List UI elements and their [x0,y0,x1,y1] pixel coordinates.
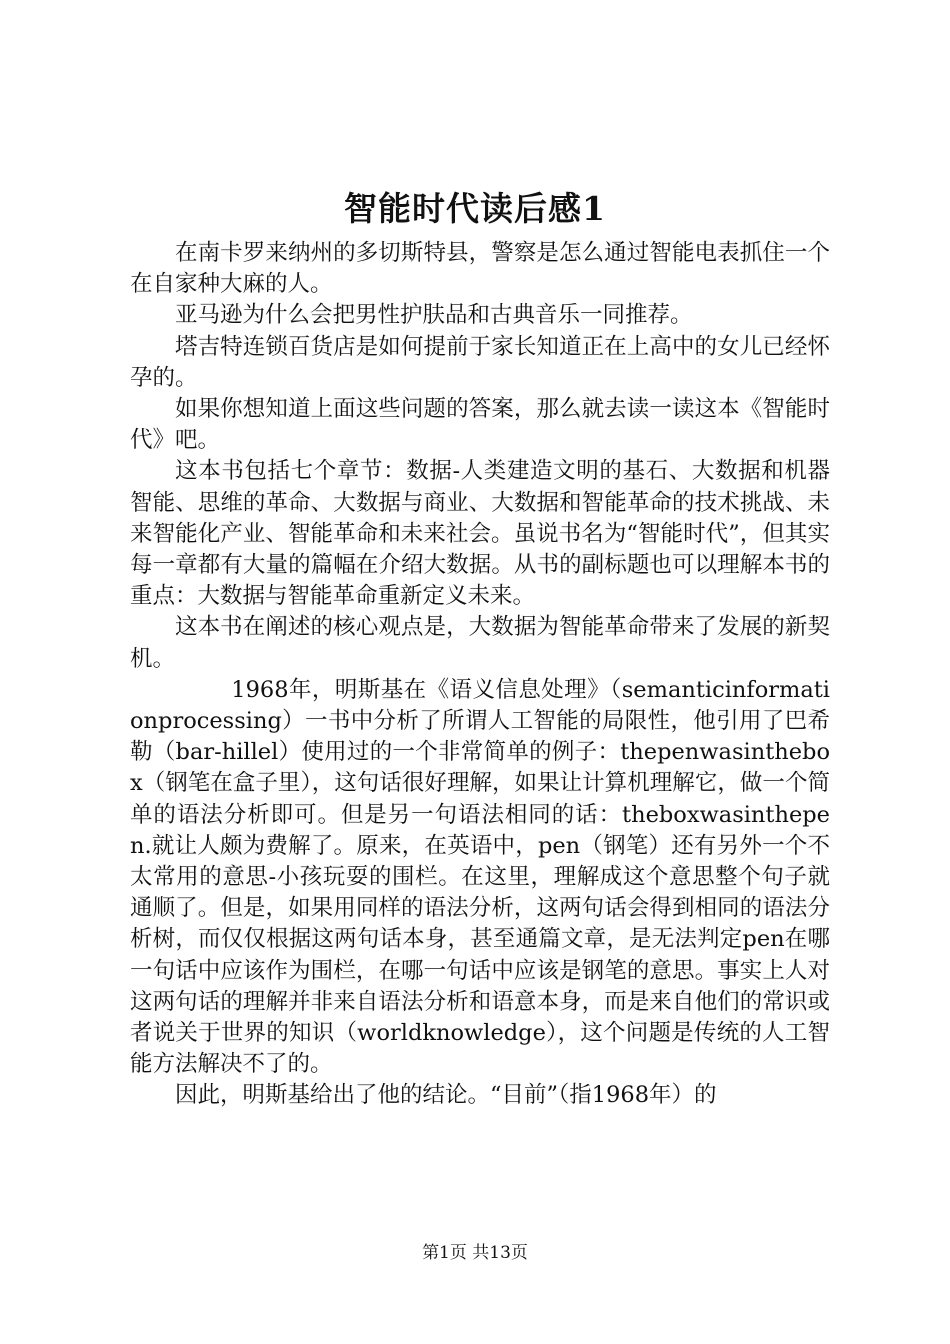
paragraph: 因此，明斯基给出了他的结论。“目前”（指1968年）的 [175,1082,717,1109]
paragraph: 在南卡罗来纳州的多切斯特县，警察是怎么通过智能电表抓住一个在自家种大麻的人。 [130,240,830,298]
paragraph: 这本书在阐述的核心观点是，大数据为智能革命带来了发展的新契机。 [130,614,830,672]
paragraph: 这本书包括七个章节：数据-人类建造文明的基石、大数据和机器智能、思维的革命、大数据与商业、大数据和智能革命的技术挑战、未来智能化产业、智能革命和未来社会。虽说书名为“智能时代”，但其实每一章都有大量的篇幅在介绍大数据。从书的副标题也可以理解本书的重点：大数据与智能革命重新定义未来。 [130,458,830,610]
paragraph: 如果你想知道上面这些问题的答案，那么就去读一读这本《智能时代》吧。 [130,396,830,454]
paragraph: 亚马逊为什么会把男性护肤品和古典音乐一同推荐。 [175,302,693,329]
paragraph: 1968年，明斯基在《语义信息处理》（semanticinformationprocessing）一书中分析了所谓人工智能的局限性，他引用了巴希勒（bar-hillel）使用过的一个非常简单的例子：thepenwasinthebox（钢笔在盒子里），这句话很好理解，如果让计算机理解它，做一个简单的语法分析即可。但是另一句语法相同的话：theboxwasinthepen.就让人颇为费解了。原来，在英语中，pen（钢笔）还有另外一个不太常用的意思-小孩玩耍的围栏。在这里，理解成这个意思整个句子就通顺了。但是，如果用同样的语法分析，这两句话会得到相同的语法分析树，而仅仅根据这两句话本身，甚至通篇文章，是无法判定pen在哪一句话中应该作为围栏，在哪一句话中应该是钢笔的意思。事实上人对这两句话的理解并非来自语法分析和语意本身，而是来自他们的常识或者说关于世界的知识（worldknowledge），这个问题是传统的人工智能方法解决不了的。 [130,676,830,1078]
document-title: 智能时代读后感1 [344,189,606,228]
paragraph: 塔吉特连锁百货店是如何提前于家长知道正在上高中的女儿已经怀孕的。 [130,333,830,391]
document-body [130,238,830,1112]
page-footer: 第1页 共13页 [422,1243,528,1263]
